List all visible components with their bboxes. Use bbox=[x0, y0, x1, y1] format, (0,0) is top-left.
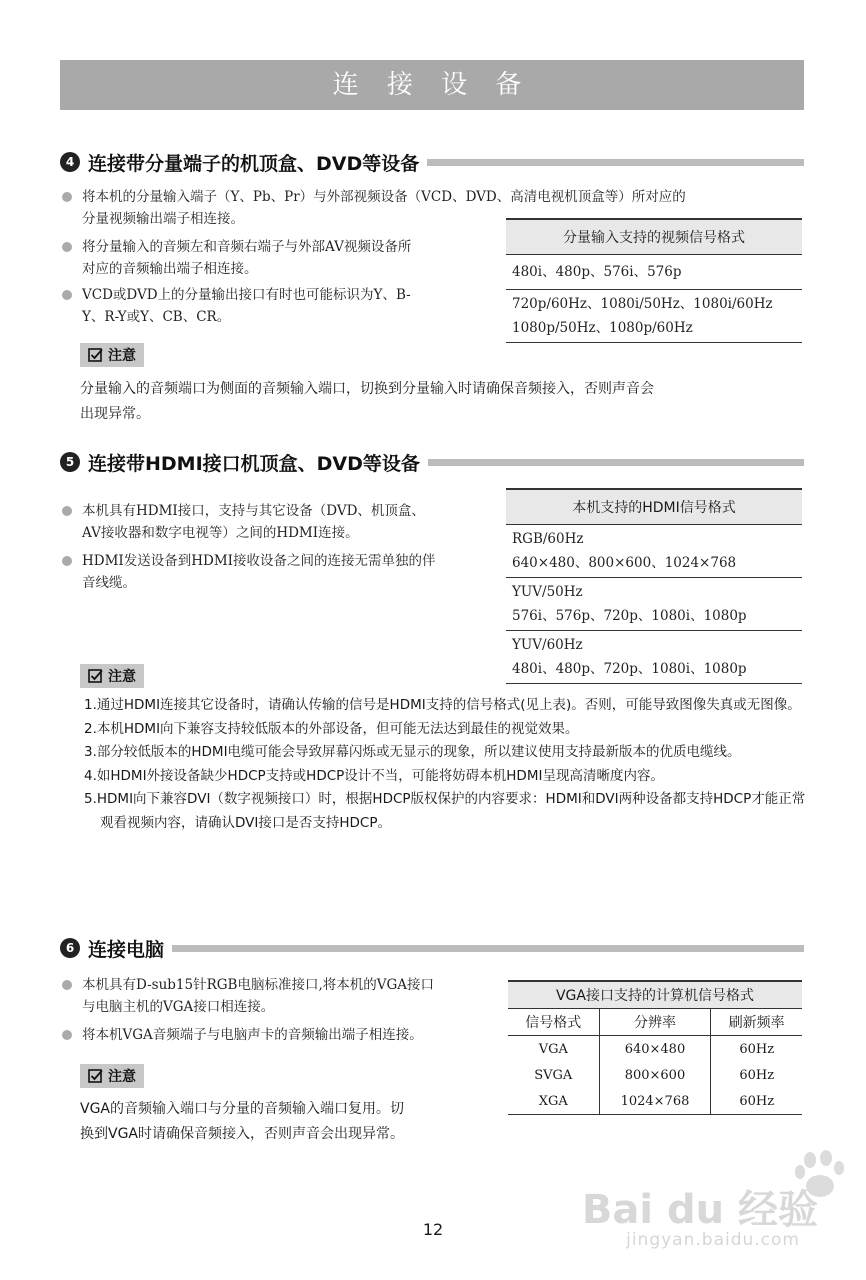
column-header: 分辨率 bbox=[599, 1009, 711, 1036]
list-item: HDMI发送设备到HDMI接收设备之间的连接无需单独的伴 音线缆。 bbox=[60, 550, 492, 594]
section-number: 4 bbox=[60, 152, 80, 172]
section-4-bullets-left bbox=[60, 236, 500, 328]
list-item: 3.部分较低版本的HDMI电缆可能会导致屏幕闪烁或无显示的现象，所以建议使用支持最新版本的优质电缆线。 bbox=[84, 744, 741, 760]
note-text: 分量输入的音频端口为侧面的音频输入端口，切换到分量输入时请确保音频接入，否则声音会 出现异常。 bbox=[80, 381, 654, 422]
table-title: VGA接口支持的计算机信号格式 bbox=[508, 981, 802, 1009]
section-rule bbox=[427, 159, 804, 166]
list-item: 本机具有D-sub15针RGB电脑标准接口,将本机的VGA接口 与电脑主机的VGA接口相连接。 bbox=[60, 974, 500, 1018]
section-5-bullets bbox=[60, 500, 492, 594]
list-item: 将本机的分量输入端子（Y、Pb、Pr）与外部视频设备（VCD、DVD、高清电视机顶盒等）所对应的 分量视频输出端子相连接。 bbox=[60, 186, 810, 230]
section-5-header bbox=[60, 448, 804, 476]
list-item: 2.本机HDMI向下兼容支持较低版本的外部设备，但可能无法达到最佳的视觉效果。 bbox=[84, 720, 579, 737]
section-number: 5 bbox=[60, 452, 80, 472]
table-title: 分量输入支持的视频信号格式 bbox=[506, 219, 802, 255]
list-item: 5.HDMI向下兼容DVI（数字视频接口）时，根据HDCP版权保护的内容要求：HDMI和DVI两种设备都支持HDCP才能正常观看视频内容，请确认DVI接口是否支持HDCP。 bbox=[84, 791, 806, 831]
section-rule bbox=[172, 945, 804, 952]
watermark-brand: Bai du 经验 bbox=[581, 1187, 818, 1233]
hdmi-format-table bbox=[506, 488, 802, 684]
section-4-header bbox=[60, 148, 804, 176]
section-title: 连接带分量端子的机顶盒、DVD等设备 bbox=[88, 152, 420, 175]
table-row: VGA 640×480 60Hz bbox=[508, 1036, 802, 1063]
section-rule bbox=[428, 459, 804, 466]
table-row: SVGA 800×600 60Hz bbox=[508, 1062, 802, 1088]
section-title: 连接电脑 bbox=[88, 938, 165, 961]
table-row: YUV/60Hz 480i、480p、720p、1080i、1080p bbox=[506, 631, 802, 684]
check-box-icon bbox=[88, 1068, 104, 1084]
section-6-header bbox=[60, 934, 804, 962]
hdmi-notes-list bbox=[84, 694, 806, 835]
list-item: 4.如HDMI外接设备缺少HDCP支持或HDCP设计不当，可能将妨碍本机HDMI呈现高清晰度内容。 bbox=[84, 767, 664, 784]
table-row: 480i、480p、576i、576p bbox=[506, 255, 802, 290]
watermark-url: jingyan.baidu.com bbox=[626, 1230, 800, 1250]
section-6-bullets bbox=[60, 974, 500, 1046]
check-box-icon bbox=[88, 668, 104, 684]
list-item: 将分量输入的音频左和音频右端子与外部AV视频设备所 对应的音频输出端子相连接。 bbox=[60, 236, 500, 280]
note-text: VGA的音频输入端口与分量的音频输入端口复用。切 换到VGA时请确保音频接入，否则声音会出现异常。 bbox=[80, 1101, 405, 1142]
page-title-banner bbox=[60, 60, 804, 110]
table-title: 本机支持的HDMI信号格式 bbox=[506, 489, 802, 525]
note-tag: 注意 bbox=[80, 664, 144, 688]
note-tag: 注意 bbox=[80, 343, 144, 367]
table-row: 720p/60Hz、1080i/50Hz、1080i/60Hz 1080p/50Hz、1080p/60Hz bbox=[506, 290, 802, 343]
component-format-table bbox=[506, 218, 802, 343]
note-tag: 注意 bbox=[80, 1064, 144, 1088]
vga-format-table bbox=[508, 980, 802, 1115]
section-number: 6 bbox=[60, 938, 80, 958]
list-item: 1.通过HDMI连接其它设备时，请确认传输的信号是HDMI支持的信号格式(见上表)。否则，可能导致图像失真或无图像。 bbox=[84, 697, 801, 713]
page-title: 连 接 设 备 bbox=[332, 70, 532, 100]
list-item: VCD或DVD上的分量输出接口有时也可能标识为Y、B- Y、R-Y或Y、CB、CR。 bbox=[60, 284, 500, 328]
page-number: 12 bbox=[422, 1220, 444, 1239]
table-row: RGB/60Hz 640×480、800×600、1024×768 bbox=[506, 525, 802, 578]
list-item: 将本机VGA音频端子与电脑声卡的音频输出端子相连接。 bbox=[60, 1024, 500, 1046]
section-title: 连接带HDMI接口机顶盒、DVD等设备 bbox=[88, 452, 420, 475]
table-row: XGA 1024×768 60Hz bbox=[508, 1088, 802, 1115]
table-row: YUV/50Hz 576i、576p、720p、1080i、1080p bbox=[506, 578, 802, 631]
column-header: 信号格式 bbox=[508, 1009, 599, 1036]
check-box-icon bbox=[88, 347, 104, 363]
column-header: 刷新频率 bbox=[711, 1009, 802, 1036]
list-item: 本机具有HDMI接口，支持与其它设备（DVD、机顶盒、 AV接收器和数字电视等）之间的HDMI连接。 bbox=[60, 500, 492, 544]
